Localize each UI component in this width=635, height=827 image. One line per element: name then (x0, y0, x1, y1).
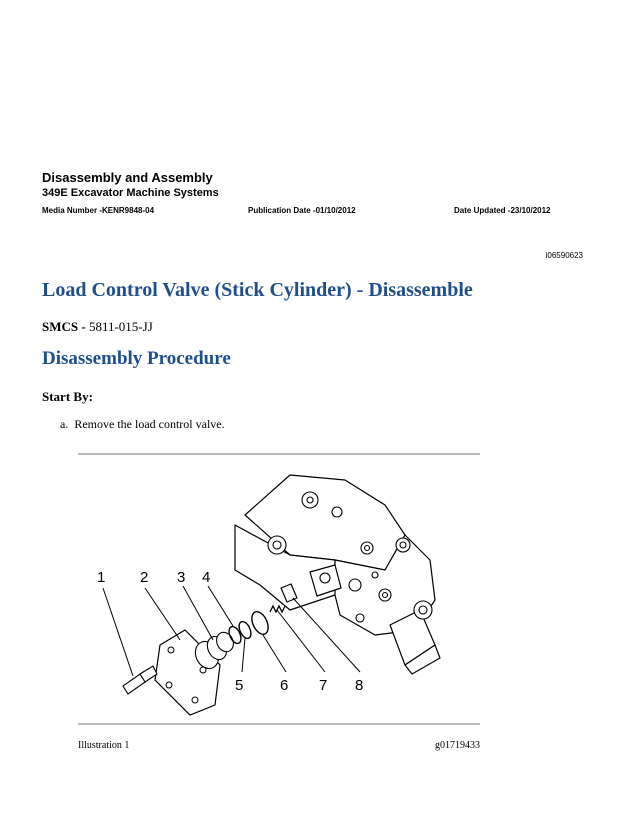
start-by-label: Start By: (42, 389, 93, 404)
step-text: Remove the load control valve. (74, 417, 225, 431)
smcs-code (42, 319, 153, 335)
smcs-label: SMCS - (42, 319, 89, 334)
step-item (60, 417, 225, 432)
step-marker: a. (60, 417, 69, 431)
section-heading: Disassembly Procedure (42, 348, 231, 369)
valve-exploded-diagram (85, 460, 475, 720)
callout-6: 6 (280, 677, 289, 694)
callout-7: 7 (319, 677, 328, 694)
illustration-bottom-rule (78, 723, 480, 725)
publication-date: Publication Date -01/10/2012 (248, 206, 356, 215)
callout-2: 2 (140, 569, 149, 586)
callout-8: 8 (355, 677, 364, 694)
callout-5: 5 (235, 677, 244, 694)
document-title: Disassembly and Assembly (42, 170, 213, 185)
media-number: Media Number -KENR9848-04 (42, 206, 155, 215)
callout-3: 3 (177, 569, 186, 586)
illustration-graphic-id: g01719433 (435, 740, 480, 751)
part-6-ring (249, 609, 272, 637)
callout-1: 1 (97, 569, 106, 586)
document-subtitle: 349E Excavator Machine Systems (42, 187, 219, 199)
callout-4: 4 (202, 569, 211, 586)
page-title: Load Control Valve (Stick Cylinder) - Disassemble (42, 279, 473, 301)
part-5-ring (237, 620, 254, 641)
illustration-load-control-valve (85, 460, 475, 720)
illustration-caption: Illustration 1 (78, 740, 130, 751)
illustration-top-rule (78, 453, 480, 455)
document-id: i06590623 (545, 251, 583, 260)
part-1-bolt (123, 666, 157, 694)
smcs-value: 5811-015-JJ (88, 319, 153, 334)
date-updated: Date Updated -23/10/2012 (454, 206, 551, 215)
